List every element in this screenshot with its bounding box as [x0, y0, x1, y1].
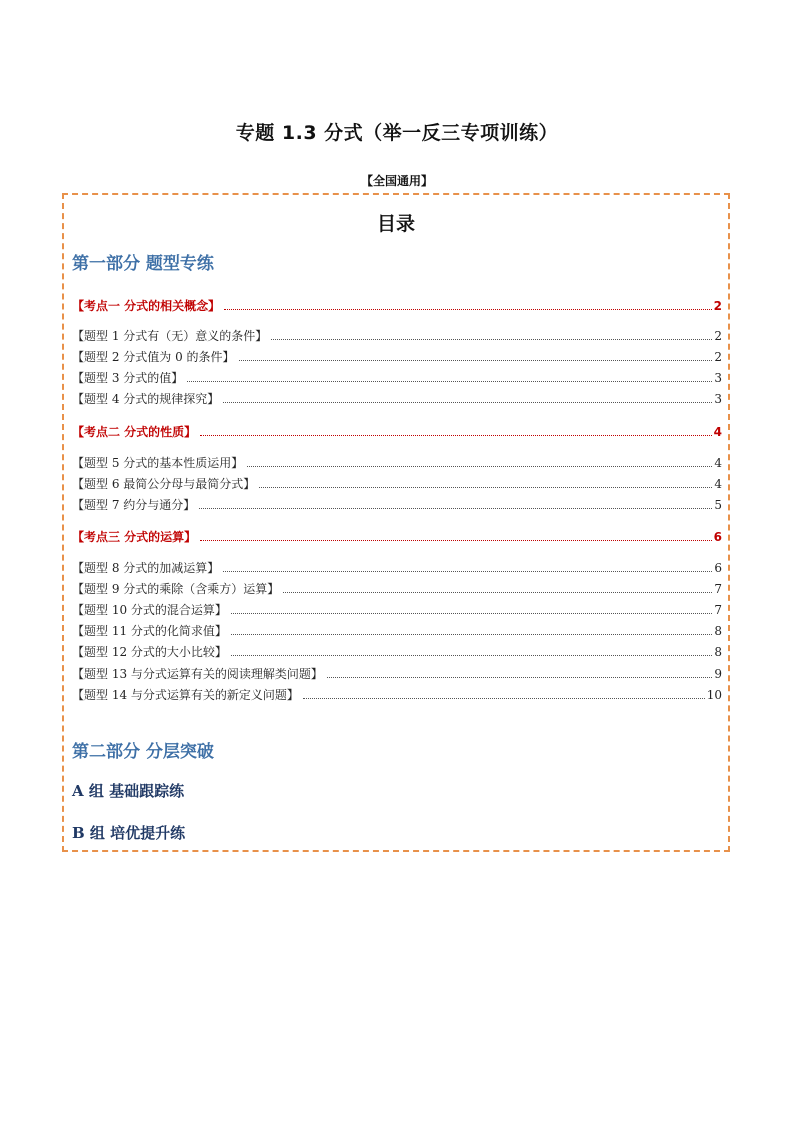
dot-leader [247, 466, 712, 467]
toc-item[interactable] [72, 663, 722, 681]
dot-leader [199, 508, 712, 509]
toc-item-label: 【题型 10 分式的混合运算】 [72, 603, 227, 617]
toc-item[interactable] [72, 473, 722, 491]
toc-item[interactable] [72, 620, 722, 638]
group-b-title[interactable]: B 组 培优提升练 [72, 824, 186, 842]
toc-page-number: 4 [713, 425, 722, 439]
dot-leader [259, 487, 712, 488]
toc-page-number: 5 [714, 498, 722, 512]
toc-page-number: 6 [714, 561, 722, 575]
toc-item-label: 【题型 4 分式的规律探究】 [72, 392, 220, 406]
toc-page-number: 7 [714, 582, 722, 596]
toc-heading: 目录 [376, 213, 415, 235]
toc-item-label: 【题型 9 分式的乘除（含乘方）运算】 [72, 582, 280, 596]
toc-page-number: 8 [714, 645, 722, 659]
toc-item-label: 【题型 14 与分式运算有关的新定义问题】 [72, 688, 299, 702]
dot-leader [271, 339, 712, 340]
dot-leader [327, 677, 712, 678]
toc-section-label: 【考点三 分式的运算】 [72, 530, 197, 544]
toc-section-label: 【考点一 分式的相关概念】 [72, 299, 221, 313]
toc-page-number: 8 [714, 624, 722, 638]
toc-item-label: 【题型 5 分式的基本性质运用】 [72, 456, 244, 470]
dot-leader [303, 698, 705, 699]
group-a-title[interactable]: A 组 基础跟踪练 [72, 782, 185, 800]
toc-page-number: 3 [714, 371, 722, 385]
toc-item[interactable] [72, 388, 722, 406]
toc-page-number: 2 [713, 299, 722, 313]
toc-item-label: 【题型 6 最简公分母与最简分式】 [72, 477, 256, 491]
toc-section-2[interactable] [72, 421, 722, 439]
toc-section-label: 【考点二 分式的性质】 [72, 425, 197, 439]
toc-item-label: 【题型 7 约分与通分】 [72, 498, 196, 512]
dot-leader [283, 592, 712, 593]
page-title: 专题 1.3 分式（举一反三专项训练） [235, 122, 559, 144]
toc-item-label: 【题型 2 分式值为 0 的条件】 [72, 350, 235, 364]
toc-item[interactable] [72, 557, 722, 575]
toc-item[interactable] [72, 346, 722, 364]
page-subtitle: 【全国通用】 [360, 174, 433, 188]
dot-leader [223, 571, 712, 572]
toc-item-label: 【题型 1 分式有（无）意义的条件】 [72, 329, 268, 343]
toc-item[interactable] [72, 325, 722, 343]
toc-item[interactable] [72, 367, 722, 385]
part1-title: 第一部分 题型专练 [72, 254, 214, 274]
toc-page-number: 9 [714, 667, 722, 681]
toc-page-number: 6 [713, 530, 722, 544]
table-of-contents [62, 193, 730, 852]
toc-page-number: 4 [714, 456, 722, 470]
dot-leader [239, 360, 713, 361]
toc-item[interactable] [72, 599, 722, 617]
toc-item-label: 【题型 8 分式的加减运算】 [72, 561, 220, 575]
dot-leader [231, 634, 712, 635]
toc-page-number: 2 [714, 350, 722, 364]
dot-leader [231, 655, 712, 656]
toc-item[interactable] [72, 684, 722, 702]
toc-item-label: 【题型 11 分式的化简求值】 [72, 624, 227, 638]
toc-section-1[interactable] [72, 295, 722, 313]
dot-leader [224, 309, 711, 310]
part2-title: 第二部分 分层突破 [72, 742, 214, 762]
toc-page-number: 2 [714, 329, 722, 343]
toc-page-number: 4 [714, 477, 722, 491]
toc-page-number: 10 [706, 688, 722, 702]
toc-item[interactable] [72, 494, 722, 512]
toc-item-label: 【题型 13 与分式运算有关的阅读理解类问题】 [72, 667, 323, 681]
toc-item-label: 【题型 12 分式的大小比较】 [72, 645, 227, 659]
toc-item[interactable] [72, 452, 722, 470]
toc-item[interactable] [72, 578, 722, 596]
dot-leader [200, 435, 711, 436]
dot-leader [223, 402, 712, 403]
toc-section-3[interactable] [72, 526, 722, 544]
dot-leader [187, 381, 712, 382]
toc-page-number: 3 [714, 392, 722, 406]
dot-leader [200, 540, 711, 541]
dot-leader [231, 613, 712, 614]
toc-page-number: 7 [714, 603, 722, 617]
toc-item[interactable] [72, 641, 722, 659]
toc-item-label: 【题型 3 分式的值】 [72, 371, 184, 385]
